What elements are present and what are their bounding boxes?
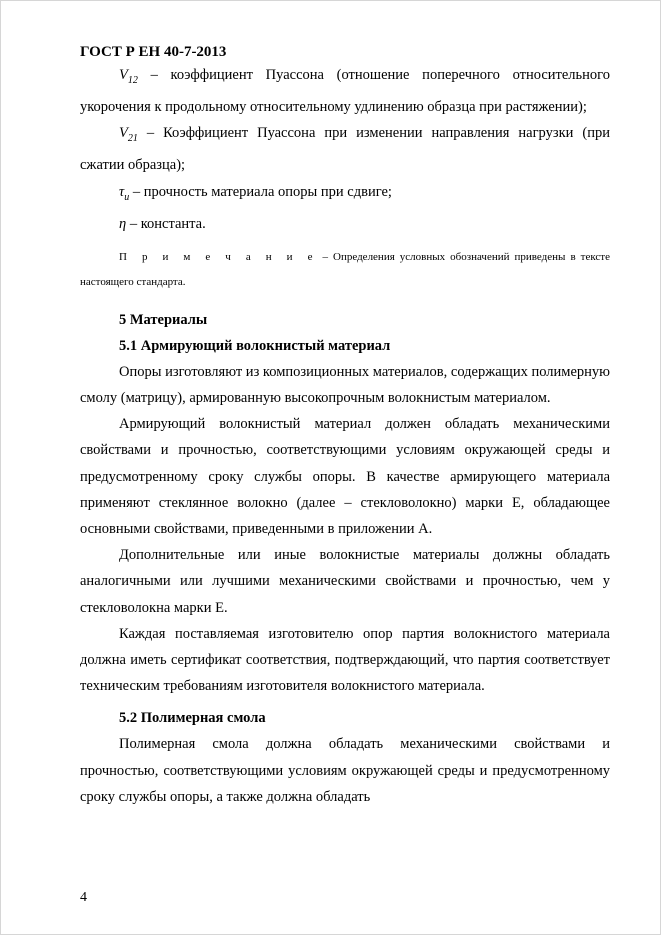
paragraph: Полимерная смола должна обладать механическими свойствами и прочностью, соответствующими условиям окружающей среды и предусмотренному сроку службы опоры, а также должна обладать (80, 736, 610, 805)
paragraph: Армирующий волокнистый материал должен обладать механическими свойствами и прочностью, соответствующими условиям окружающей среды и предусмотренному сроку службы опоры. В качестве армирующего материала применяют стеклянное волокно (далее – стекловолокно) марки Е, обладающее основными свойствами, приведенными в приложении А. (80, 416, 610, 537)
symbol: η (119, 215, 127, 232)
document-code: ГОСТ Р ЕН 40-7-2013 (80, 44, 227, 60)
paragraph: Дополнительные или иные волокнистые материалы должны обладать аналогичными или лучшими механическими свойствами и прочностью, чем у стекловолокна марки Е. (80, 547, 610, 616)
definition-v12: $V_{12}$ – коэффициент Пуассона (отношение поперечного относительного укорочения к продольному относительному удлинению образца при растяжении); (80, 67, 610, 116)
note (80, 245, 610, 295)
document-body (80, 62, 610, 810)
definition-v21: $V_{21}$ – Коэффициент Пуассона при изменении направления нагрузки (при сжатии образца); (80, 125, 610, 174)
symbol: $V_{12}$ (119, 67, 138, 86)
section-title: 5 Материалы (119, 311, 208, 328)
definition-eta: η – константа. (119, 215, 206, 232)
note-label: П р и м е ч а н и е (119, 250, 318, 263)
subsection-title: 5.1 Армирующий волокнистый материал (119, 337, 391, 354)
note-text: – Определения условных обозначений приведены в тексте настоящего стандарта. (80, 250, 610, 288)
paragraph: Каждая поставляемая изготовителю опор партия волокнистого материала должна иметь сертификат соответствия, подтверждающий, что партия соответствует техническим требованиям изготовителя волокнистого материала. (80, 625, 610, 695)
definition-tau: $\tau_u$ – прочность материала опоры при сдвиге; (119, 183, 392, 203)
symbol: $\tau_u$ (119, 183, 130, 203)
paragraph: Опоры изготовляют из композиционных материалов, содержащих полимерную смолу (матрицу), армированную высокопрочным волокнистым материалом. (80, 363, 610, 406)
page-number: 4 (80, 890, 87, 905)
symbol: $V_{21}$ (119, 125, 138, 145)
subsection-title: 5.2 Полимерная смола (119, 710, 266, 727)
